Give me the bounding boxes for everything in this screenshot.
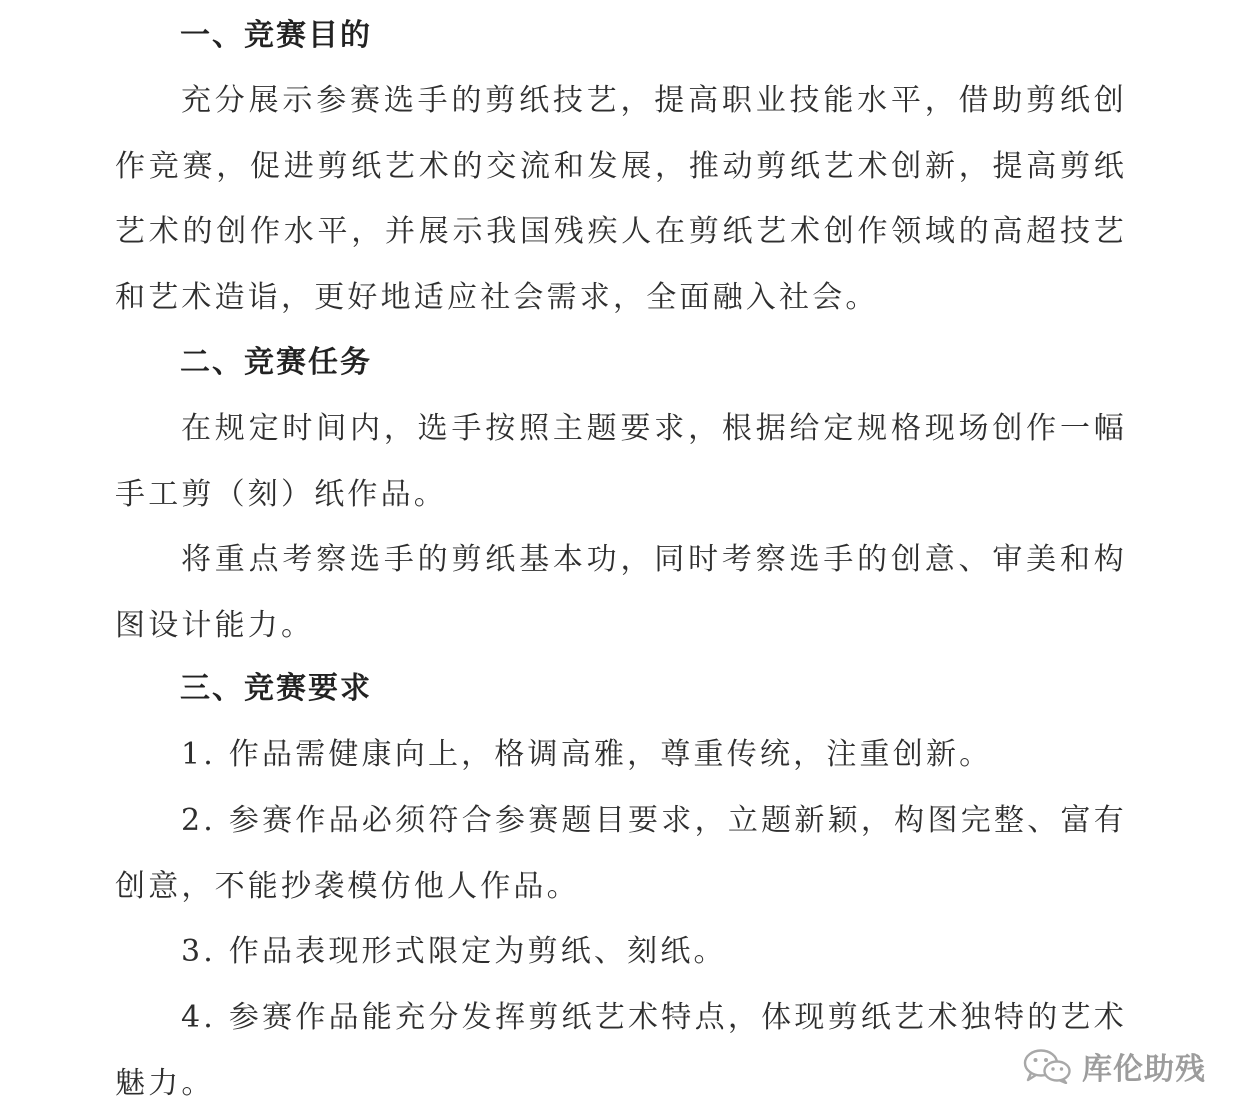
paragraph-task-1: 在规定时间内，选手按照主题要求，根据给定规格现场创作一幅手工剪（刻）纸作品。 xyxy=(115,411,1127,512)
section-heading-task: 二、竞赛任务 xyxy=(180,345,372,380)
watermark-text: 库伦助残 xyxy=(1082,1052,1206,1087)
paragraph-task-2: 将重点考察选手的剪纸基本功，同时考察选手的创意、审美和构图设计能力。 xyxy=(115,542,1127,643)
requirement-item-1: 1. 作品需健康向上，格调高雅，尊重传统，注重创新。 xyxy=(181,737,993,772)
section-heading-purpose: 一、竞赛目的 xyxy=(180,18,372,53)
wechat-icon xyxy=(1022,1048,1072,1084)
watermark xyxy=(1022,1046,1206,1086)
requirement-item-3: 3. 作品表现形式限定为剪纸、刻纸。 xyxy=(181,934,727,969)
paragraph-purpose: 充分展示参赛选手的剪纸技艺，提高职业技能水平，借助剪纸创作竞赛，促进剪纸艺术的交流和发展，推动剪纸艺术创新，提高剪纸艺术的创作水平，并展示我国残疾人在剪纸艺术创作领域的高超技艺和艺术造诣，更好地适应社会需求，全面融入社会。 xyxy=(115,83,1127,315)
section-heading-requirements: 三、竞赛要求 xyxy=(180,671,372,706)
requirement-item-2: 2. 参赛作品必须符合参赛题目要求，立题新颖，构图完整、富有创意，不能抄袭模仿他人作品。 xyxy=(115,803,1127,904)
requirement-item-4: 4. 参赛作品能充分发挥剪纸艺术特点，体现剪纸艺术独特的艺术魅力。 xyxy=(115,1000,1127,1101)
